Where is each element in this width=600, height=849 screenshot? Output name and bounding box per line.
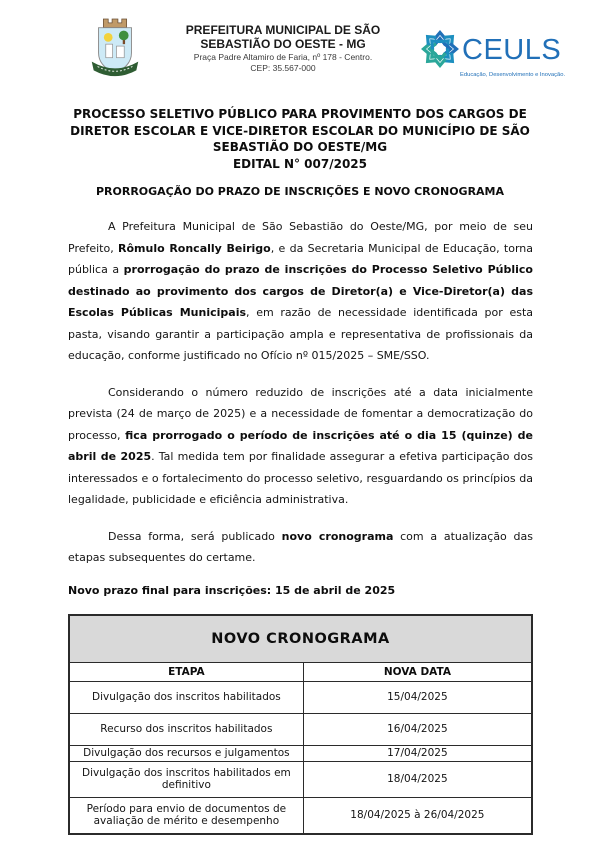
bold-prefeito-name: Rômulo Roncally Beirigo (118, 241, 271, 255)
table-title: NOVO CRONOGRAMA (69, 615, 532, 663)
date-cell: 15/04/2025 (303, 681, 532, 713)
date-cell: 18/04/2025 (303, 761, 532, 797)
column-header-nova-data: NOVA DATA (303, 662, 532, 681)
paragraph-3-text: com a atualização das etapas subsequentes do certame. (68, 529, 533, 564)
municipality-cep: CEP: 35.567-000 (250, 63, 316, 73)
ceuls-tagline: Educação, Desenvolvimento e Inovação. (460, 72, 566, 78)
municipality-block (146, 16, 420, 73)
date-cell: 16/04/2025 (303, 713, 532, 745)
municipality-name-line1: PREFEITURA MUNICIPAL DE SÃO (185, 23, 381, 37)
date-cell: 17/04/2025 (303, 745, 532, 761)
paragraph-2-text: . Tal medida tem por finalidade assegurar a efetiva participação dos interessados e o fortalecimento do processo seletivo, resguardando os princípios da legalidade, publicidade e eficiência administrativa. (68, 450, 533, 506)
ceuls-logo-row (420, 28, 562, 72)
paragraph-1-text: , em razão de necessidade identificada por esta pasta, visando garantir a participação ampla e representativa de profissionais da educação, conforme justificado no Ofício nº 015/2025 – SME/SSO. (68, 306, 533, 362)
table-title-row (69, 615, 532, 663)
deadline-line: Novo prazo final para inscrições: 15 de abril de 2025 (68, 583, 396, 597)
document-title: PROCESSO SELETIVO PÚBLICO PARA PROVIMENTO DOS CARGOS DE DIRETOR ESCOLAR E VICE-DIRETOR ESCOLAR DO MUNICÍPIO DE SÃO SEBASTIÃO DO OESTE/MG (70, 107, 530, 154)
schedule-table (68, 614, 533, 835)
municipality-address: Praça Padre Altamiro de Faria, nº 178 - Centro. (193, 52, 373, 62)
etapa-cell: Recurso dos inscritos habilitados (69, 713, 303, 745)
table-row (69, 681, 532, 713)
paragraph-1-text: , e da Secretaria Municipal de Educação, torna pública a (68, 241, 533, 276)
etapa-cell: Período para envio de documentos de avaliação de mérito e desempenho (69, 797, 303, 834)
paragraph-3 (68, 526, 533, 569)
etapa-cell: Divulgação dos inscritos habilitados em definitivo (69, 761, 303, 797)
bold-novo-prazo: fica prorrogado o período de inscrições até o dia 15 (quinze) de abril de 2025 (68, 428, 533, 463)
coat-of-arms-icon (84, 16, 146, 86)
paragraph-2 (68, 382, 533, 511)
table-row (69, 797, 532, 834)
table-row (69, 745, 532, 761)
table-header-row (69, 662, 532, 681)
ceuls-wordmark: CEULS (462, 34, 562, 66)
paragraph-2-text: Considerando o número reduzido de inscrições até a data inicialmente prevista (24 de março de 2025) e a necessidade de fomentar a democratização do processo, (68, 385, 533, 442)
bold-prorrogacao: prorrogação do prazo de inscrições do Processo Seletivo Público destinado ao provimento dos cargos de Diretor(a) e Vice-Diretor(a) das Escolas Públicas Municipais (68, 263, 533, 319)
document-subtitle: PRORROGAÇÃO DO PRAZO DE INSCRIÇÕES E NOVO CRONOGRAMA (95, 185, 505, 198)
date-cell: 18/04/2025 à 26/04/2025 (303, 797, 532, 834)
etapa-cell: Divulgação dos inscritos habilitados (69, 681, 303, 713)
edital-number: EDITAL N° 007/2025 (232, 156, 368, 171)
table-row (69, 761, 532, 797)
bold-novo-cronograma: novo cronograma (281, 529, 394, 543)
column-header-etapa: ETAPA (69, 662, 303, 681)
document-header (84, 16, 566, 86)
etapa-cell: Divulgação dos recursos e julgamentos (69, 745, 303, 761)
paragraph-1-text: A Prefeitura Municipal de São Sebastião do Oeste/MG, por meio de seu Prefeito, (68, 220, 533, 255)
document-body (68, 216, 533, 835)
paragraph-1 (68, 216, 533, 367)
municipality-name-line2: SEBASTIÃO DO OESTE - MG (200, 37, 366, 51)
ceuls-star-icon (420, 28, 460, 72)
table-row (69, 713, 532, 745)
paragraph-3-text: Dessa forma, será publicado (108, 529, 282, 543)
ceuls-logo (420, 16, 566, 79)
